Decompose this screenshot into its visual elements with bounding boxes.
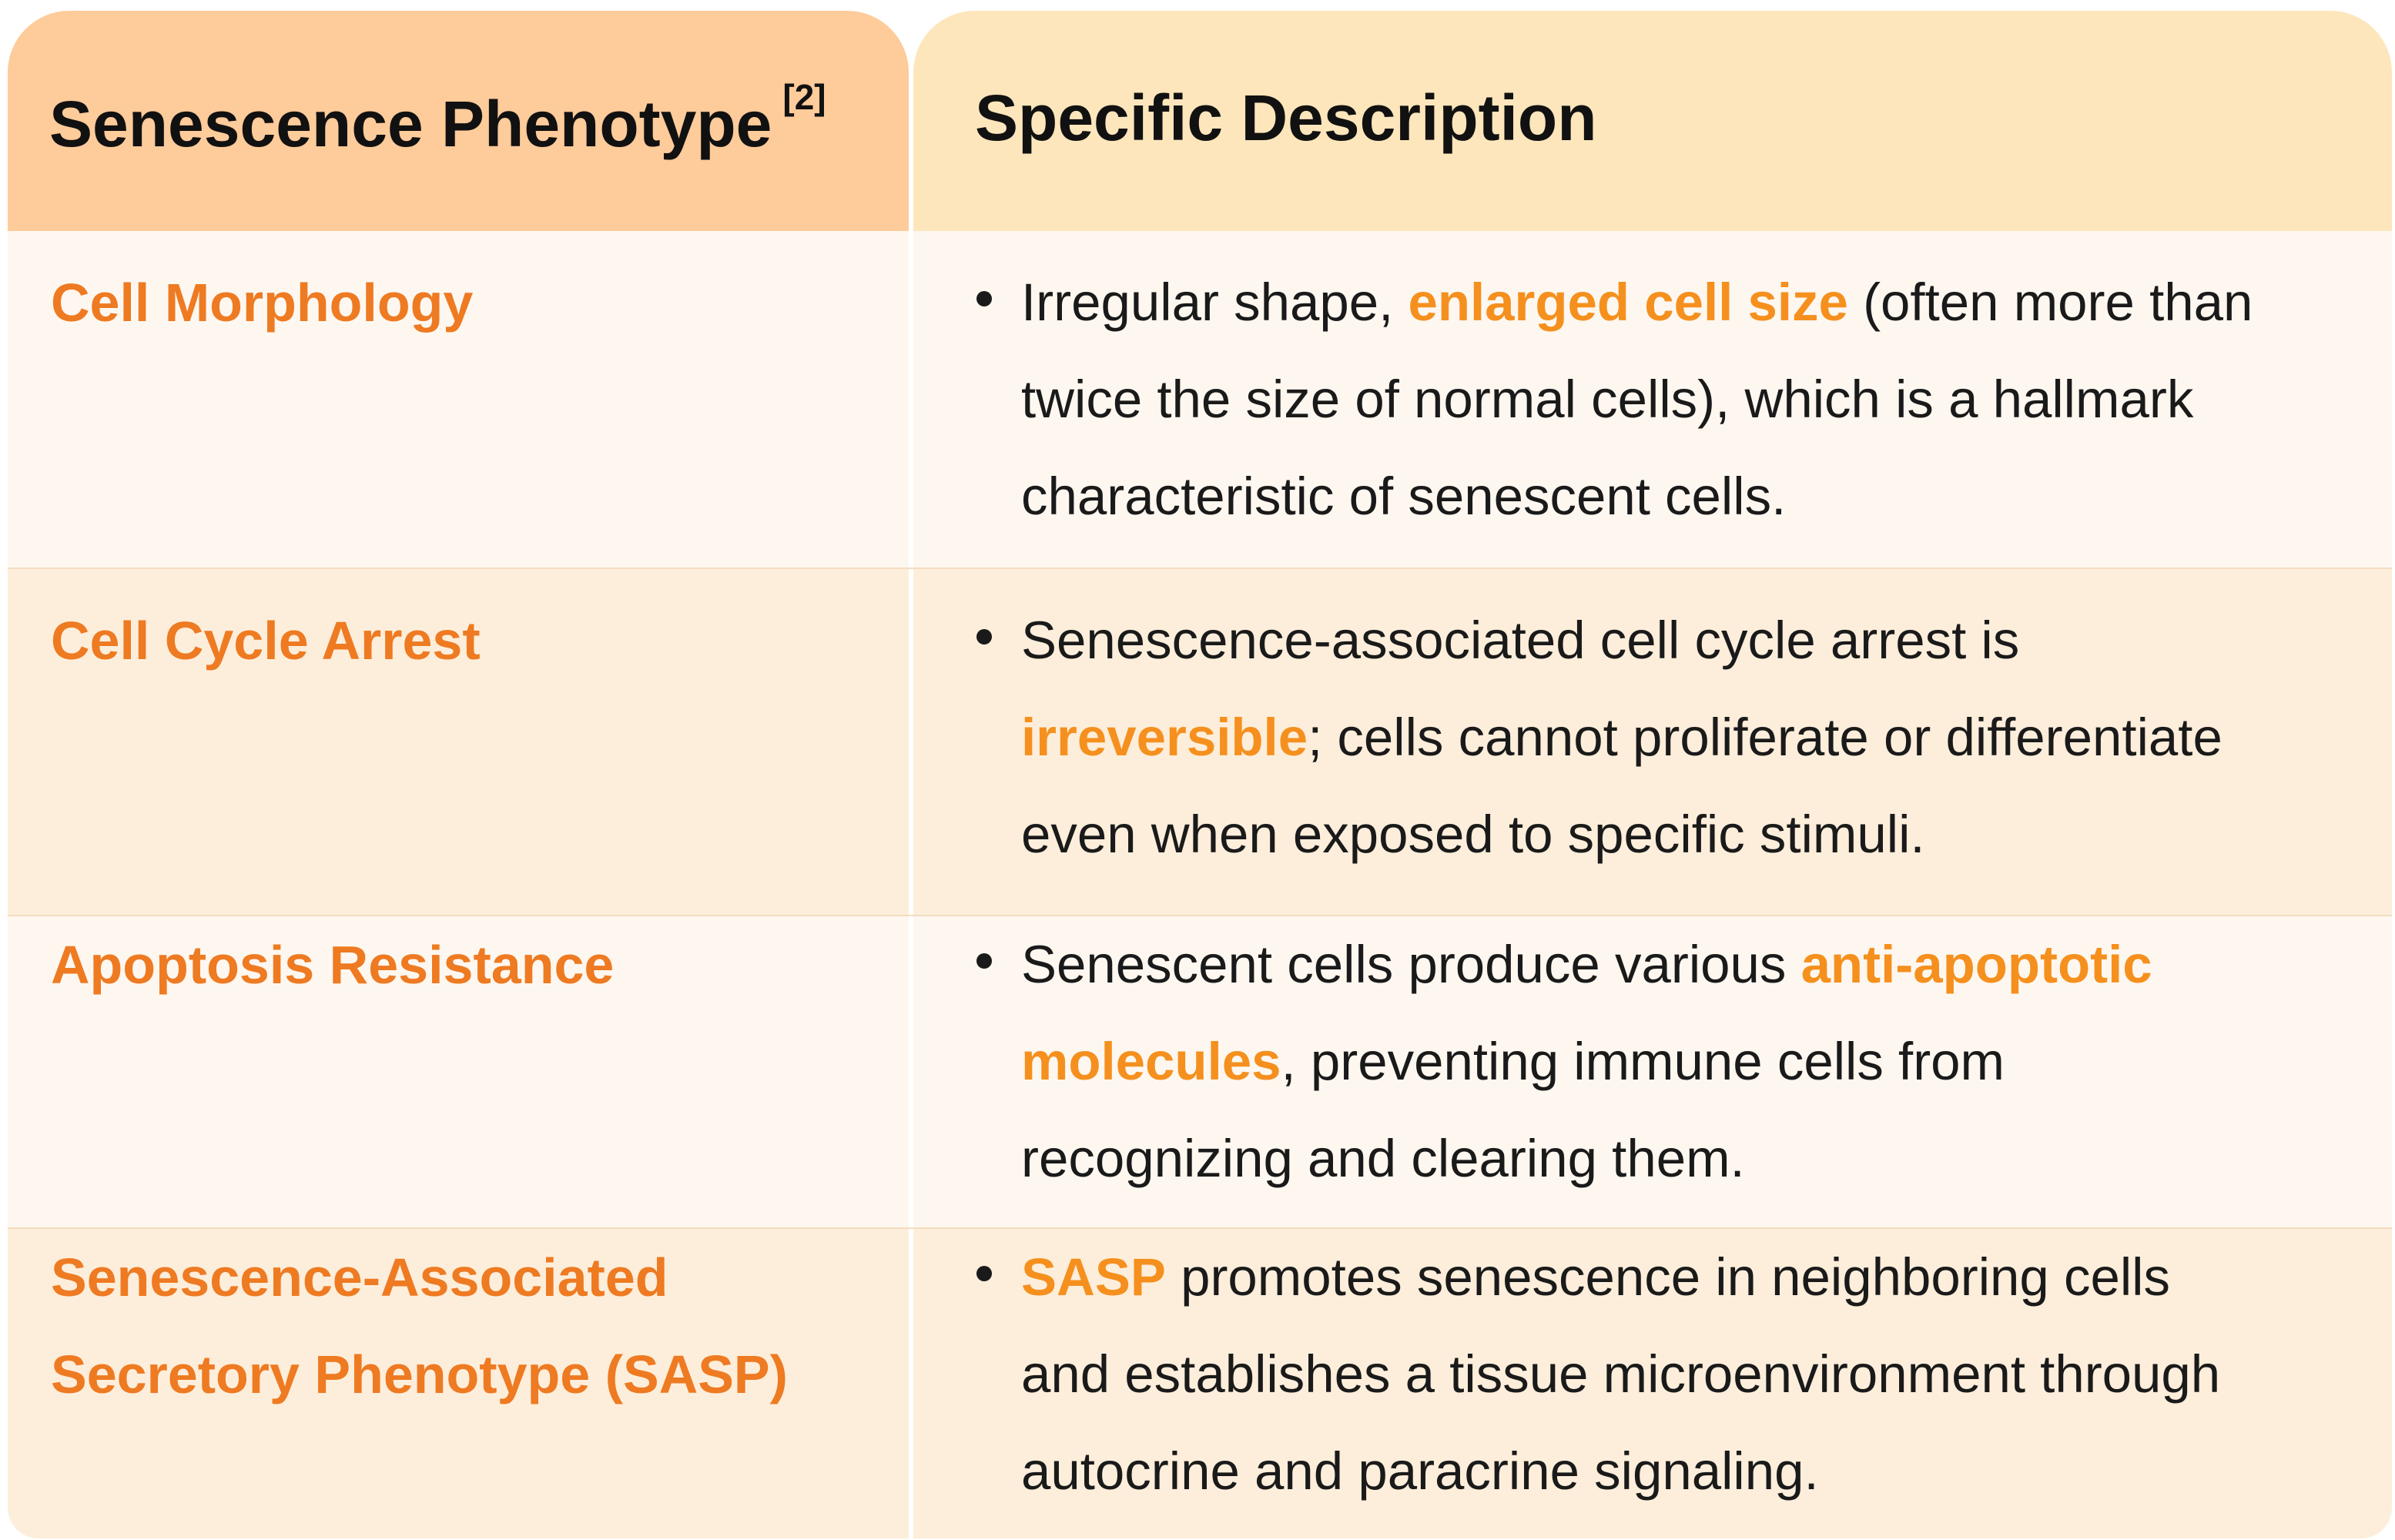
phenotype-cell	[8, 569, 909, 916]
phenotype-cell	[8, 1229, 909, 1538]
description-cell	[913, 569, 2392, 916]
bullet-icon	[976, 629, 992, 644]
description-cell	[913, 916, 2392, 1228]
header-cell-description	[913, 11, 2392, 231]
highlight-text: enlarged cell size	[1408, 273, 1848, 332]
highlight-text: anti-apoptotic	[1800, 935, 2152, 994]
description-line: even when exposed to specific stimuli.	[1021, 805, 1925, 864]
highlight-text: molecules	[1021, 1032, 1281, 1091]
description-cell	[913, 1229, 2392, 1538]
description-line: molecules, preventing immune cells from	[1021, 1032, 2005, 1091]
description-cell	[913, 231, 2392, 568]
description-line: recognizing and clearing them.	[1021, 1129, 1745, 1188]
phenotype-label: Cell Morphology	[51, 273, 474, 333]
description-line: Senescent cells produce various anti-apoptotic	[1021, 935, 2152, 994]
table-row	[8, 916, 2392, 1228]
header-phenotype-title: Senescence Phenotype [2]	[49, 76, 826, 160]
phenotype-label: Senescence-Associated	[51, 1247, 668, 1307]
description-line: Irregular shape, enlarged cell size (often more than	[1021, 273, 2253, 332]
description-line: twice the size of normal cells), which is a hallmark	[1021, 370, 2194, 429]
description-line: and establishes a tissue microenvironment through	[1021, 1344, 2221, 1404]
header-cell-phenotype	[8, 11, 909, 231]
bullet-icon	[976, 1266, 992, 1281]
table-row	[8, 1229, 2392, 1538]
phenotype-label: Secretory Phenotype (SASP)	[51, 1344, 788, 1404]
description-line: autocrine and paracrine signaling.	[1021, 1441, 1819, 1501]
reference-marker: [2]	[782, 76, 826, 117]
description-line: Senescence-associated cell cycle arrest is	[1021, 611, 2020, 670]
description-line: characteristic of senescent cells.	[1021, 467, 1787, 526]
phenotype-label: Apoptosis Resistance	[51, 935, 615, 995]
phenotype-cell	[8, 916, 909, 1228]
bullet-icon	[976, 291, 992, 306]
header-description-title: Specific Description	[975, 81, 1597, 154]
highlight-text: SASP	[1021, 1247, 1166, 1307]
highlight-text: irreversible	[1021, 708, 1308, 767]
phenotype-table	[8, 11, 2392, 1538]
bullet-icon	[976, 953, 992, 969]
phenotype-cell	[8, 231, 909, 568]
table-row	[8, 569, 2392, 916]
phenotype-label: Cell Cycle Arrest	[51, 611, 481, 671]
description-line: irreversible; cells cannot proliferate or differentiate	[1021, 708, 2222, 767]
description-line: SASP promotes senescence in neighboring cells	[1021, 1247, 2170, 1307]
table-row	[8, 231, 2392, 568]
